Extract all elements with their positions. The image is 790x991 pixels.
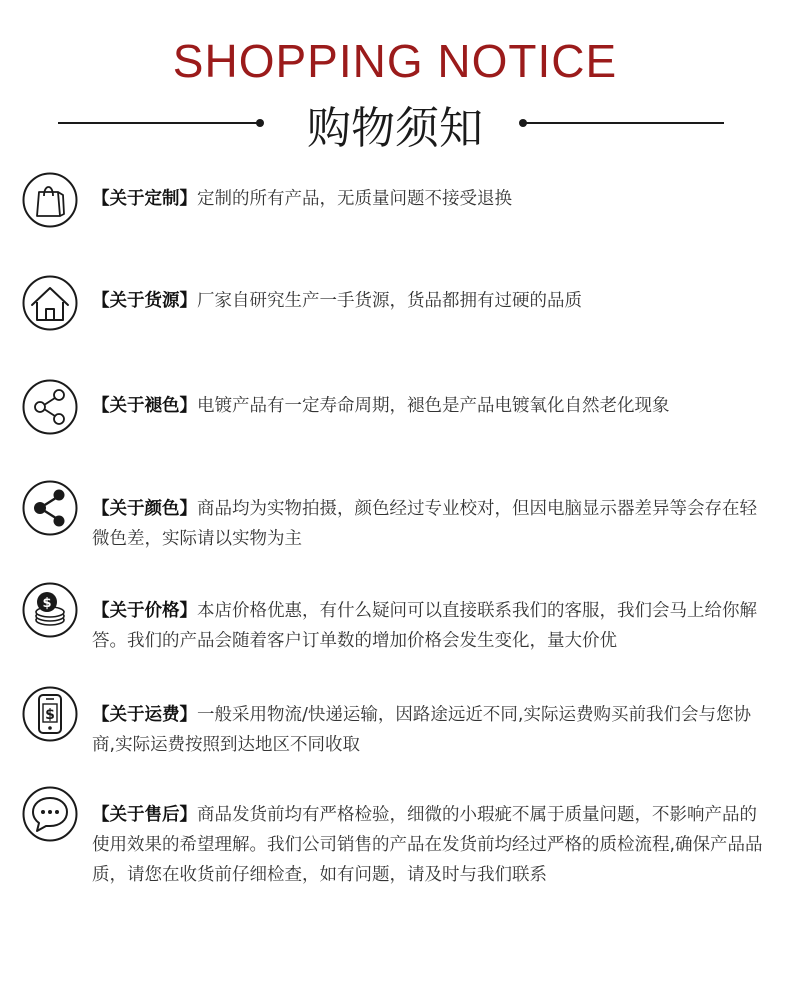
svg-text:$: $ bbox=[45, 707, 55, 723]
notice-tag: 【关于售后】 bbox=[92, 805, 197, 825]
notice-tag: 【关于价格】 bbox=[92, 601, 197, 621]
share-outline-icon bbox=[22, 379, 78, 435]
notice-tag: 【关于褪色】 bbox=[92, 396, 197, 416]
notice-text: 电镀产品有一定寿命周期，褪色是产品电镀氧化自然老化现象 bbox=[197, 396, 670, 416]
title-row bbox=[0, 92, 790, 154]
svg-text:$: $ bbox=[42, 596, 52, 611]
title-english: SHOPPING NOTICE bbox=[172, 35, 618, 87]
notice-text: 商品均为实物拍摄，颜色经过专业校对，但因电脑显示器差异等会存在轻微色差，实际请以实物为主 bbox=[92, 499, 757, 549]
notice-tag: 【关于颜色】 bbox=[92, 499, 197, 519]
chat-bubble-icon bbox=[22, 786, 78, 842]
phone-dollar-icon bbox=[22, 686, 78, 742]
notice-text: 厂家自研究生产一手货源，货品都拥有过硬的品质 bbox=[197, 291, 582, 311]
notice-tag: 【关于运费】 bbox=[92, 705, 197, 725]
shopping-bag-icon bbox=[22, 172, 78, 228]
notice-tag: 【关于定制】 bbox=[92, 189, 197, 209]
house-icon bbox=[22, 275, 78, 331]
coins-icon bbox=[22, 582, 78, 638]
notice-text: 定制的所有产品，无质量问题不接受退换 bbox=[197, 189, 512, 209]
notice-text: 商品发货前均有严格检验，细微的小瑕疵不属于质量问题，不影响产品的使用效果的希望理解。我们公司销售的产品在发货前均经过严格的质检流程,确保产品品质，请您在收货前仔细检查，如有问题，请及时与我们联系 bbox=[92, 805, 763, 885]
notice-text: 本店价格优惠，有什么疑问可以直接联系我们的客服，我们会马上给你解答。我们的产品会随着客户订单数的增加价格会发生变化，量大价优 bbox=[92, 601, 757, 651]
title-chinese: 购物须知 bbox=[307, 103, 483, 154]
notice-text: 一般采用物流/快递运输，因路途远近不同,实际运费购买前我们会与您协商,实际运费按照到达地区不同收取 bbox=[92, 705, 751, 755]
share-filled-icon bbox=[22, 480, 78, 536]
notice-tag: 【关于货源】 bbox=[92, 291, 197, 311]
divider-right bbox=[522, 122, 724, 124]
